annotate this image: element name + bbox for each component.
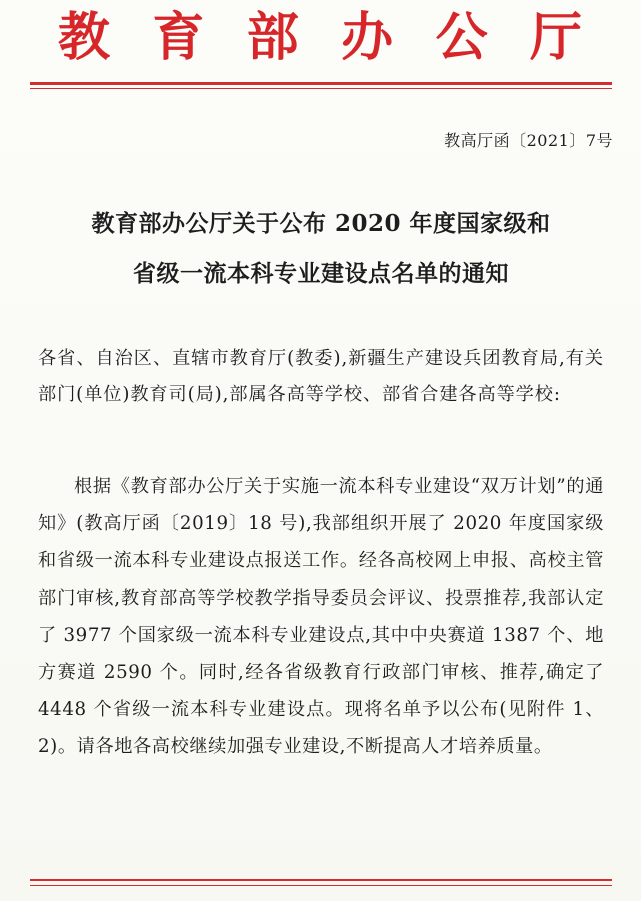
document-title-line-1: 教育部办公厅关于公布 2020 年度国家级和 [91, 210, 551, 237]
document-title-line-2: 省级一流本科专业建设点名单的通知 [133, 260, 509, 287]
masthead-char: 办 [341, 7, 394, 68]
masthead-char: 教 [58, 7, 111, 68]
salutation-paragraph: 各省、自治区、直辖市教育厅(教委),新疆生产建设兵团教育局,有关部门(单位)教育司(局),部属各高等学校、部省合建各高等学校: [38, 348, 604, 405]
masthead-char: 公 [435, 7, 488, 68]
masthead [40, 2, 600, 74]
masthead-char: 厅 [529, 7, 582, 68]
footer-divider-thin [30, 885, 612, 886]
masthead-char: 部 [246, 7, 299, 68]
footer-divider-thick [30, 879, 612, 881]
masthead-divider-thin [30, 88, 612, 89]
body-paragraph: 根据《教育部办公厅关于实施一流本科专业建设“双万计划”的通知》(教高厅函〔2019〕18 号),我部组织开展了 2020 年度国家级和省级一流本科专业建设点报送工作。经各高校网上申报、高校主管部门审核,教育部高等学校教学指导委员会评议、投票推荐,我部认定了 3977 个国家级一流本科专业建设点,其中中央赛道 1387 个、地方赛道 2590 个。同时,经各省级教育行政部门审核、推荐,确定了 4448 个省级一流本科专业建设点。现将名单予以公布(见附件 1、2)。请各地各高校继续加强专业建设,不断提高人才培养质量。 [38, 476, 604, 758]
masthead-divider-thick [30, 82, 612, 85]
document-number: 教高厅函〔2021〕7号 [444, 131, 613, 150]
masthead-char: 育 [152, 7, 205, 68]
